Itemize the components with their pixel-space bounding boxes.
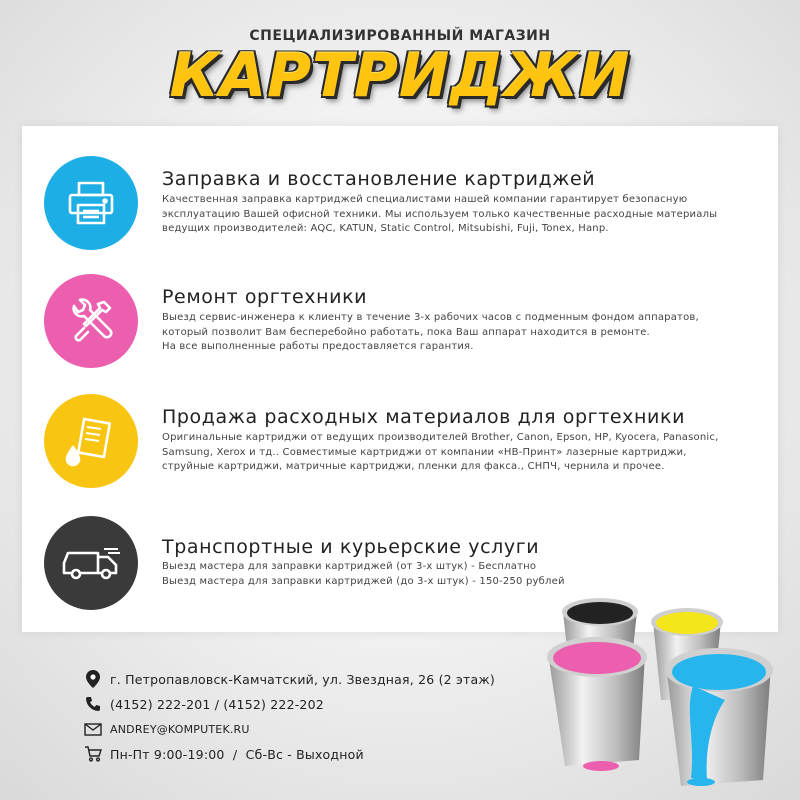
contact-address	[84, 668, 495, 690]
service-description: Выезд мастера для заправки картриджей (от 3-х штук) - Бесплатно Выезд мастера для заправки картриджей (до 3-х штук) - 150-250 рублей	[162, 561, 565, 587]
contact-phones	[84, 693, 324, 715]
blue-paint-bucket	[665, 648, 773, 786]
delivery-van-icon	[44, 516, 138, 610]
service-repair	[22, 274, 778, 374]
contact-hours	[84, 743, 364, 765]
service-supplies	[22, 394, 778, 494]
tools-icon	[44, 274, 138, 368]
paint-buckets-illustration	[535, 590, 795, 795]
brand-logo-text: КАРТРИДЖИ	[169, 41, 631, 111]
email-link[interactable]: ANDREY@KOMPUTEK.RU	[110, 722, 250, 736]
services-panel	[22, 126, 778, 632]
ink-supplies-icon	[44, 394, 138, 488]
pink-paint-bucket	[547, 637, 647, 771]
service-refill	[22, 156, 778, 256]
location-pin-icon	[84, 670, 102, 688]
envelope-icon	[84, 720, 102, 738]
hours-text: Пн-Пт 9:00-19:00 / Сб-Вс - Выходной	[110, 746, 364, 762]
store-subtitle: СПЕЦИАЛИЗИРОВАННЫЙ МАГАЗИН	[249, 28, 551, 44]
service-description: Выезд сервис-инженера к клиенту в течение 3-х рабочих часов с подменным фондом аппаратов, который позволит Вам бесперебойно работать, пока Ваш аппарат находится в ремонте. На все выполненные работы предоставляется гарантия.	[162, 312, 699, 352]
service-description: Качественная заправка картриджей специалистами нашей компании гарантирует безопасную эксплуатацию Вашей офисной техники. Мы используем только качественные расходные материалы ведущих производителей: AQC, KATUN, Static Control, Mitsubishi, Fuji, Tonex, Hanp.	[162, 194, 718, 234]
service-title: Транспортные и курьерские услуги	[162, 536, 540, 558]
service-title: Заправка и восстановление картриджей	[162, 168, 596, 190]
phone-icon	[84, 695, 102, 713]
service-description: Оригинальные картриджи от ведущих производителей Brother, Canon, Epson, HP, Kyocera, Panasonic, Samsung, Xerox и тд.. Совместимые картриджи от компании «НВ-Принт» лазерные картриджи, струйные картриджи, матричные картриджи, пленки для факса., СНПЧ, чернила и прочее.	[162, 432, 719, 472]
printer-icon	[44, 156, 138, 250]
service-title: Ремонт оргтехники	[162, 286, 368, 308]
service-title: Продажа расходных материалов для оргтехники	[162, 406, 686, 428]
address-text: г. Петропавловск-Камчатский, ул. Звездная, 26 (2 этаж)	[110, 671, 495, 687]
phones-text[interactable]: (4152) 222-201 / (4152) 222-202	[110, 696, 324, 712]
contact-email	[84, 718, 250, 740]
cart-icon	[84, 745, 102, 763]
